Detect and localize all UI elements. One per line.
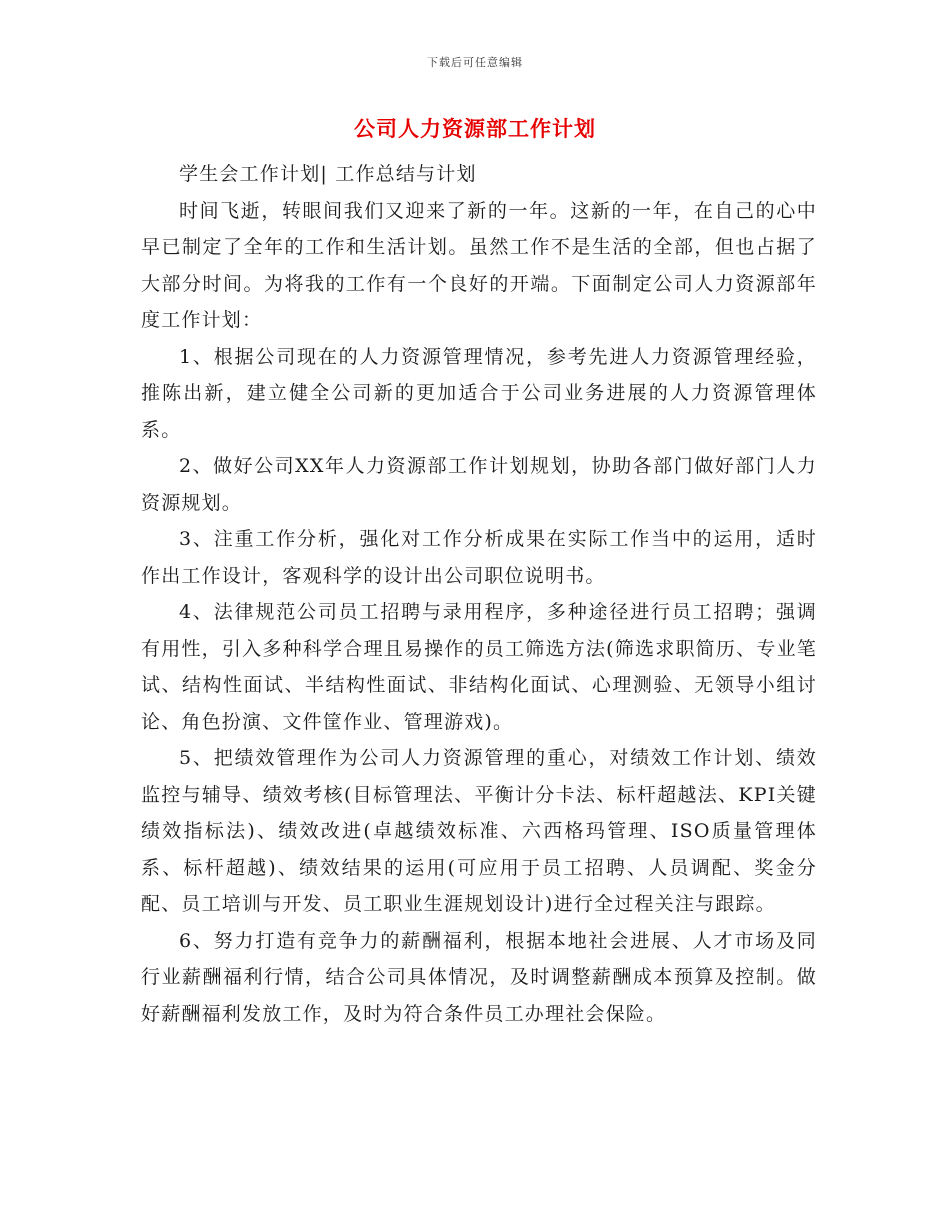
plan-item-3: 3、注重工作分析，强化对工作分析成果在实际工作当中的运用，适时作出工作设计，客观科学的设计出公司职位说明书。 [141,528,817,587]
plan-item-5: 5、把绩效管理作为公司人力资源管理的重心，对绩效工作计划、绩效监控与辅导、绩效考核(目标管理法、平衡计分卡法、标杆超越法、KPI关键绩效指标法)、绩效改进(卓越绩效标准、六西格玛管理、ISO质量管理体系、标杆超越)、绩效结果的运用(可应用于员工招聘、人员调配、奖金分配、员工培训与开发、员工职业生涯规划设计)进行全过程关注与跟踪。 [141,747,817,915]
plan-item-2: 2、做好公司XX年人力资源部工作计划规划，协助各部门做好部门人力资源规划。 [141,455,817,514]
intro-paragraph: 时间飞逝，转眼间我们又迎来了新的一年。这新的一年，在自己的心中早已制定了全年的工作和生活计划。虽然工作不是生活的全部，但也占据了大部分时间。为将我的工作有一个良好的开端。下面制定公司人力资源部年度工作计划： [141,199,817,331]
plan-item-6: 6、努力打造有竞争力的薪酬福利，根据本地社会进展、人才市场及同行业薪酬福利行情，结合公司具体情况，及时调整薪酬成本预算及控制。做好薪酬福利发放工作，及时为符合条件员工办理社会保险。 [141,929,817,1025]
document-title: 公司人力资源部工作计划 [354,116,596,141]
document-body [141,156,817,1032]
plan-item-4: 4、法律规范公司员工招聘与录用程序，多种途径进行员工招聘；强调有用性，引入多种科学合理且易操作的员工筛选方法(筛选求职简历、专业笔试、结构性面试、半结构性面试、非结构化面试、心理测验、无领导小组讨论、角色扮演、文件筐作业、管理游戏)。 [141,601,817,733]
plan-item-1: 1、根据公司现在的人力资源管理情况，参考先进人力资源管理经验，推陈出新，建立健全公司新的更加适合于公司业务进展的人力资源管理体系。 [141,345,817,441]
header-note: 下载后可任意编辑 [427,56,523,69]
subtitle-paragraph: 学生会工作计划| 工作总结与计划 [179,163,477,185]
